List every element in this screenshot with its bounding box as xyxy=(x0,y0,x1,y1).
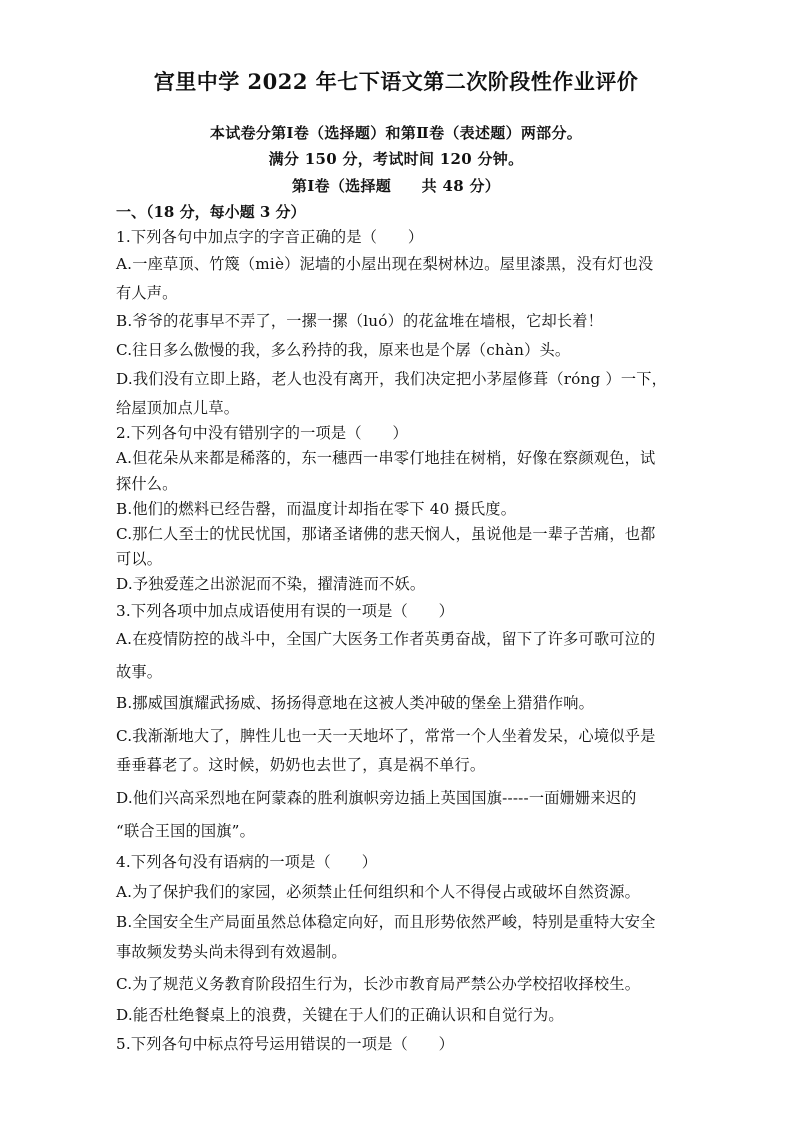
text-line: 探什么。 xyxy=(116,475,178,493)
text-line: C.我渐渐地大了，脾性儿也一天一天地坏了，常常一个人坐着发呆，心境似乎是 xyxy=(116,727,656,745)
text-line: B.全国安全生产局面虽然总体稳定向好，而且形势依然严峻，特别是重特大安全 xyxy=(116,913,656,931)
text-line: 给屋顶加点儿草。 xyxy=(116,399,240,417)
text-line: D.予独爱莲之出淤泥而不染，擢清涟而不妖。 xyxy=(116,575,426,593)
text-line: A.在疫情防控的战斗中，全国广大医务工作者英勇奋战，留下了许多可歌可泣的 xyxy=(116,630,656,648)
text-line: 5.下列各句中标点符号运用错误的一项是（ ） xyxy=(116,1035,455,1053)
text-line: C.为了规范义务教育阶段招生行为，长沙市教育局严禁公办学校招收择校生。 xyxy=(116,975,641,993)
text-line: A.为了保护我们的家园，必须禁止任何组织和个人不得侵占或破坏自然资源。 xyxy=(116,883,640,901)
text-line: 2.下列各句中没有错别字的一项是（ ） xyxy=(116,424,408,442)
text-line: A.一座草顶、竹篾（miè）泥墙的小屋出现在梨树林边。屋里漆黑，没有灯也没 xyxy=(116,255,654,273)
text-line: D.我们没有立即上路，老人也没有离开，我们决定把小茅屋修葺（róng ）一下， xyxy=(116,370,667,388)
text-line: 事故频发势头尚未得到有效遏制。 xyxy=(116,943,347,961)
text-line: 3.下列各项中加点成语使用有误的一项是（ ） xyxy=(116,602,455,620)
text-line: A.但花朵从来都是稀落的，东一穗西一串零仃地挂在树梢，好像在察颜观色，试 xyxy=(116,449,656,467)
text-line: D.他们兴高采烈地在阿蒙森的胜利旗帜旁边插上英国国旗-----一面姗姗来迟的 xyxy=(116,789,637,807)
text-line: D.能否杜绝餐桌上的浪费，关键在于人们的正确认识和自觉行为。 xyxy=(116,1006,564,1024)
text-line: B.爷爷的花事早不弄了，一摞一摞（luó）的花盆堆在墙根，它却长着！ xyxy=(116,312,604,330)
text-line: C.往日多么傲慢的我，多么矜持的我，原来也是个孱（chàn）头。 xyxy=(116,341,571,359)
text-line: 1.下列各句中加点字的字音正确的是（ ） xyxy=(116,228,424,246)
text-line: “联合王国的国旗”。 xyxy=(116,822,256,840)
text-line: 有人声。 xyxy=(116,284,178,302)
text-line: C.那仁人至士的忧民忧国，那诸圣诸佛的悲天悯人，虽说他是一辈子苦痛，也都 xyxy=(116,525,656,543)
score-time-note: 满分 150 分，考试时间 120 分钟。 xyxy=(268,150,524,168)
part-one-heading: 第Ⅰ卷（选择题 共 48 分） xyxy=(291,177,501,195)
text-line: 垂垂暮老了。这时候，奶奶也去世了，真是祸不单行。 xyxy=(116,756,486,774)
text-line: 可以。 xyxy=(116,550,163,568)
exam-structure-note: 本试卷分第Ⅰ卷（选择题）和第Ⅱ卷（表述题）两部分。 xyxy=(209,124,583,142)
text-line: 4.下列各句没有语病的一项是（ ） xyxy=(116,853,378,871)
text-line: B.挪威国旗耀武扬威、扬扬得意地在这被人类冲破的堡垒上猎猎作响。 xyxy=(116,694,595,712)
section-one-heading: 一、（18 分，每小题 3 分） xyxy=(116,203,306,221)
text-line: B.他们的燃料已经告罄，而温度计却指在零下 40 摄氏度。 xyxy=(116,500,517,518)
page-title: 宫里中学 2022 年七下语文第二次阶段性作业评价 xyxy=(153,69,639,94)
text-line: 故事。 xyxy=(116,663,163,681)
